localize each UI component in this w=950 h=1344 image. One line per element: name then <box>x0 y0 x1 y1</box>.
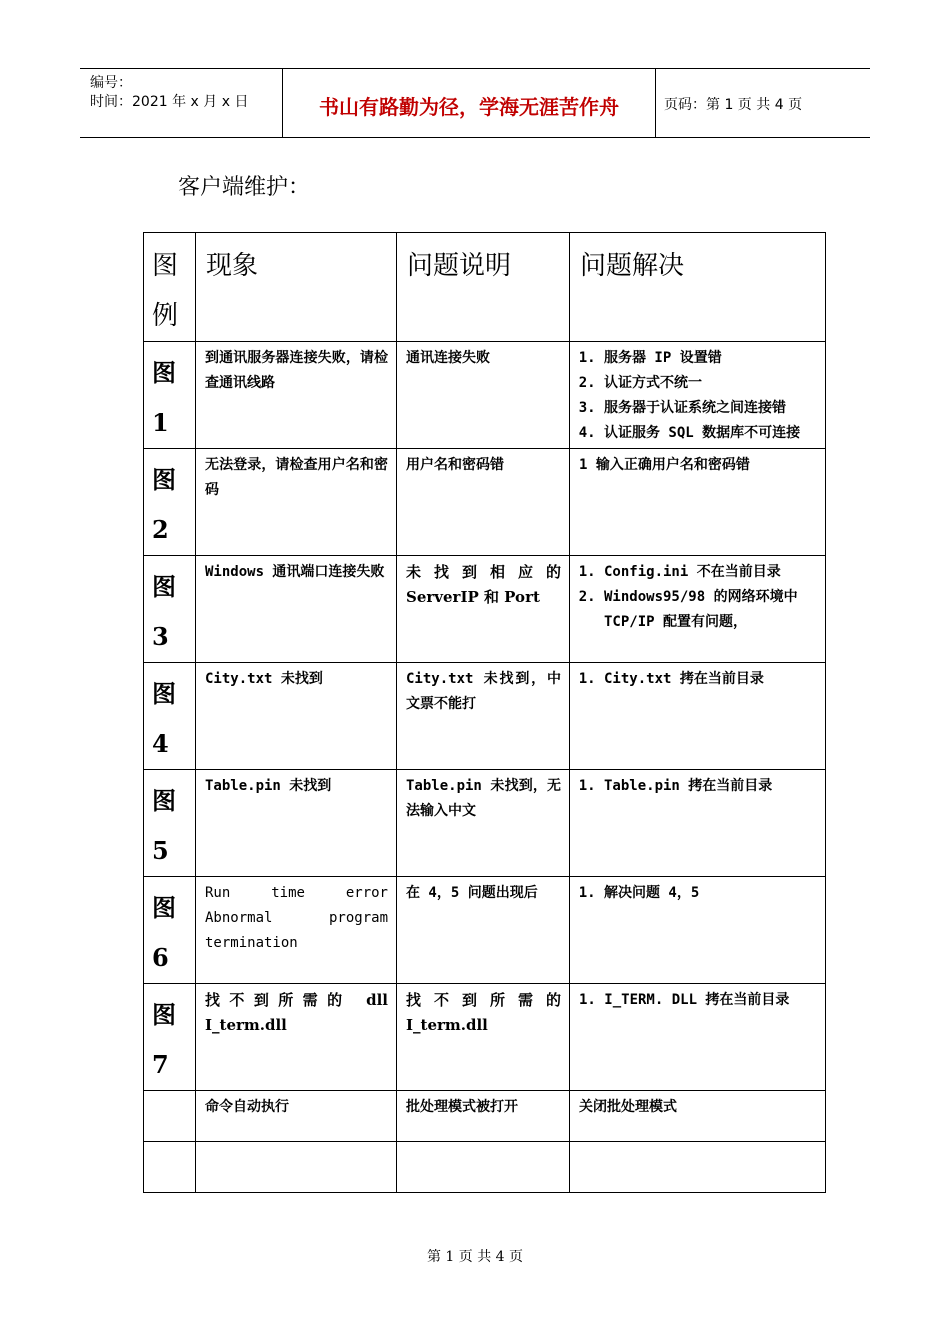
row-key <box>144 1142 182 1148</box>
header-solution: 问题解决 <box>580 251 685 281</box>
header-description: 问题说明 <box>407 251 512 281</box>
section-title: 客户端维护： <box>178 175 311 200</box>
row-key: 图2 <box>152 465 176 544</box>
row-phenomenon: Run time error Abnormal program termination <box>205 885 388 951</box>
maintenance-table <box>143 232 826 1193</box>
row-phenomenon: 命令自动执行 <box>205 1099 289 1115</box>
motto: 书山有路勤为径，学海无涯苦作舟 <box>319 95 619 119</box>
row-description: 通讯连接失败 <box>406 350 490 366</box>
row-phenomenon: Windows 通讯端口连接失败 <box>205 564 385 580</box>
row-key: 图4 <box>152 679 176 758</box>
time-label: 时间：2021 年 x 月 x 日 <box>90 94 249 110</box>
row-key: 图1 <box>152 358 176 437</box>
table-row <box>144 984 826 1091</box>
row-description: Table.pin 未找到，无法输入中文 <box>406 778 561 819</box>
solution-item: 1. Config.ini 不在当前目录 <box>604 560 819 585</box>
row-solution: 1. I_TERM. DLL 拷在当前目录 <box>579 992 790 1008</box>
table-row <box>144 449 826 556</box>
header-phenomenon: 现象 <box>206 251 259 281</box>
row-key <box>144 1091 182 1097</box>
page-info: 页码：第 1 页 共 4 页 <box>664 97 803 113</box>
header-page-cell <box>656 69 870 137</box>
page-footer: 第 1 页 共 4 页 <box>426 1249 524 1265</box>
row-phenomenon: Table.pin 未找到 <box>205 778 332 794</box>
row-phenomenon: 无法登录，请检查用户名和密码 <box>205 457 388 498</box>
row-description: City.txt 未找到，中文票不能打 <box>406 671 561 712</box>
header-motto-cell <box>282 69 656 137</box>
row-key: 图5 <box>152 786 176 865</box>
row-phenomenon <box>196 1142 396 1146</box>
row-description: 找不到所需的 I_term.dll <box>406 991 561 1034</box>
row-key: 图7 <box>152 1000 176 1079</box>
row-solution: 关闭批处理模式 <box>579 1099 677 1115</box>
header-meta-cell <box>80 69 282 137</box>
table-row <box>144 663 826 770</box>
row-description: 用户名和密码错 <box>406 457 504 473</box>
solution-list <box>570 556 825 635</box>
table-row <box>144 342 826 449</box>
number-label: 编号： <box>90 75 132 91</box>
row-solution: 1 输入正确用户名和密码错 <box>579 457 750 473</box>
row-solution <box>570 1142 825 1146</box>
solution-item: 1. City.txt 拷在当前目录 <box>604 667 819 692</box>
solution-list <box>570 770 825 799</box>
solution-item: 2. 认证方式不统一 <box>604 371 819 396</box>
row-key: 图3 <box>152 572 176 651</box>
solution-list <box>570 342 825 446</box>
solution-item: 1. Table.pin 拷在当前目录 <box>604 774 819 799</box>
table-row <box>144 1142 826 1193</box>
table-header-row <box>144 233 826 342</box>
solution-list <box>570 877 825 906</box>
solution-list <box>570 663 825 692</box>
table-row <box>144 556 826 663</box>
table-row <box>144 770 826 877</box>
header-key: 图例 <box>152 251 179 331</box>
table-row <box>144 1091 826 1142</box>
row-description: 批处理模式被打开 <box>406 1099 518 1115</box>
row-description: 在 4，5 问题出现后 <box>406 885 538 901</box>
table-row <box>144 877 826 984</box>
row-phenomenon: 找不到所需的 dll I_term.dll <box>205 991 388 1034</box>
document-header <box>80 68 870 138</box>
row-key: 图6 <box>152 893 176 972</box>
row-phenomenon: City.txt 未找到 <box>205 671 323 687</box>
row-phenomenon: 到通讯服务器连接失败，请检查通讯线路 <box>205 350 388 391</box>
row-description <box>397 1142 569 1146</box>
solution-item: 4. 认证服务 SQL 数据库不可连接 <box>604 421 819 446</box>
solution-item: 1. 解决问题 4，5 <box>604 881 819 906</box>
solution-item: 3. 服务器于认证系统之间连接错 <box>604 396 819 421</box>
solution-item: 2. Windows95/98 的网络环境中 TCP/IP 配置有问题， <box>604 585 819 635</box>
row-description: 未找到相应的 ServerIP 和 Port <box>406 563 561 606</box>
solution-item: 1. 服务器 IP 设置错 <box>604 346 819 371</box>
